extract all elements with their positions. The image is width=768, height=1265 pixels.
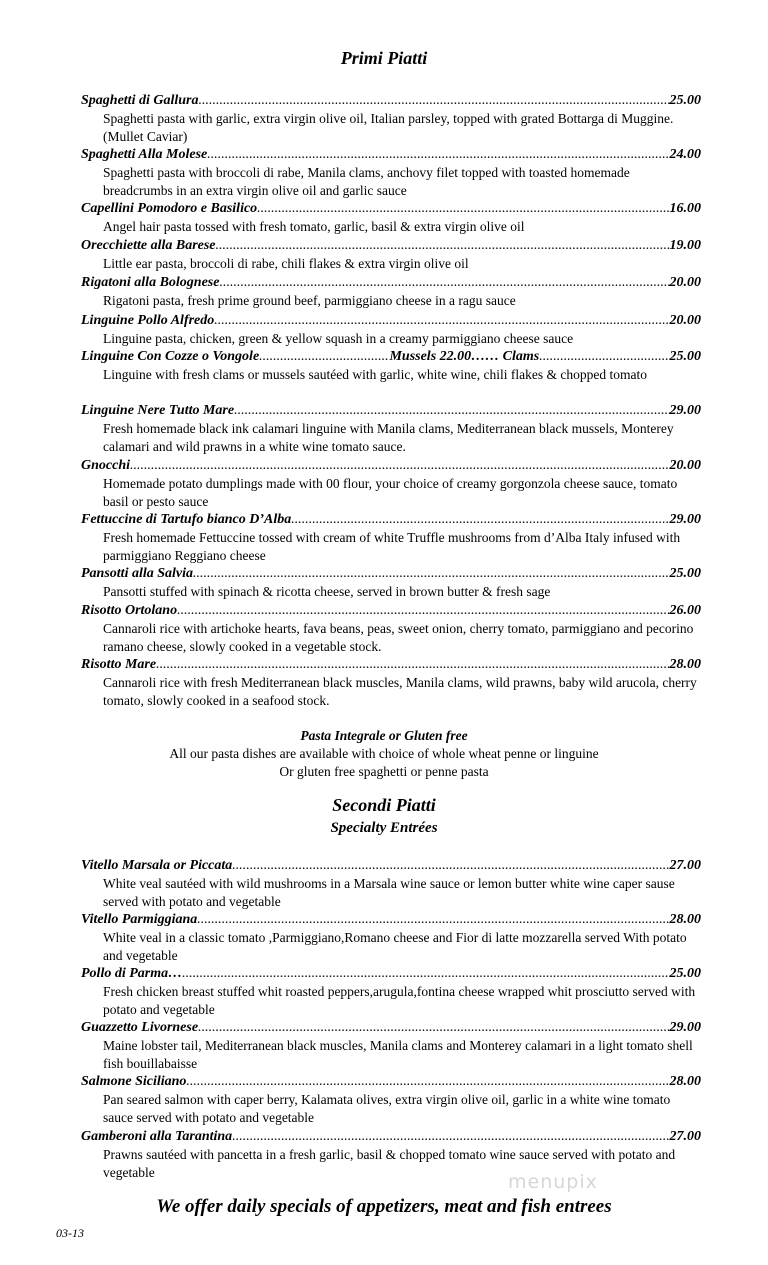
menu-item (81, 199, 701, 236)
item-option-prices: Mussels 22.00…… Clams (389, 349, 540, 364)
item-description: Fresh homemade Fettuccine tossed with cream of white Truffle mushrooms from d’Alba Italy infused with parmiggiano Reggiano cheese (103, 530, 681, 563)
item-price: 25.00 (669, 966, 701, 981)
menu-item (81, 1018, 701, 1072)
item-description: Prawns sautéed with pancetta in a fresh garlic, basil & chopped tomato wine sauce served with potato and vegetable (103, 1147, 676, 1180)
item-price: 28.00 (669, 657, 701, 672)
item-description: Spaghetti pasta with broccoli di rabe, Manila clams, anchovy filet topped with toasted homemade breadcrumbs in an extra virgin olive oil and garlic sauce (103, 165, 630, 198)
pasta-note-line: Or gluten free spaghetti or penne pasta (279, 764, 489, 779)
daily-specials-footer: We offer daily specials of appetizers, meat and fish entrees (156, 1196, 612, 1217)
menu-item (81, 1127, 701, 1181)
menu-item (81, 510, 701, 564)
item-description: Maine lobster tail, Mediterranean black muscles, Manila clams and Monterey calamari in a light tomato shell fish bouillabaisse (103, 1038, 693, 1071)
item-price: 28.00 (669, 1074, 701, 1089)
item-name: Risotto Ortolano (81, 603, 178, 618)
item-description: Linguine with fresh clams or mussels sautéed with garlic, white wine, chili flakes & chopped tomato (103, 367, 647, 382)
item-description: Little ear pasta, broccoli di rabe, chili flakes & extra virgin olive oil (103, 256, 469, 271)
menu-item (81, 964, 701, 1018)
menu-item (81, 91, 701, 145)
item-price: 27.00 (669, 858, 701, 873)
item-price: 28.00 (669, 912, 701, 927)
menu-item (81, 311, 701, 348)
item-name: Guazzetto Livornese (81, 1020, 199, 1035)
menu-item (81, 601, 701, 655)
item-name: Vitello Parmiggiana (81, 912, 198, 927)
item-description: Linguine pasta, chicken, green & yellow squash in a creamy parmiggiano cheese sauce (103, 331, 574, 346)
item-description: White veal in a classic tomato ,Parmiggiano,Romano cheese and Fior di latte mozzarella served With potato and vegetable (103, 930, 687, 963)
item-name: Vitello Marsala or Piccata (81, 858, 233, 873)
item-price: 20.00 (669, 275, 701, 290)
item-description: White veal sautéed with wild mushrooms in a Marsala wine sauce or lemon butter white wine caper sause served with potato and vegetable (103, 876, 675, 909)
item-name: Linguine Con Cozze o Vongole (81, 349, 260, 364)
item-description: Pan seared salmon with caper berry, Kalamata olives, extra virgin olive oil, garlic in a white wine tomato sauce served with potato and vegetable (103, 1092, 671, 1125)
item-price: 29.00 (669, 1020, 701, 1035)
menu-item (81, 236, 701, 273)
item-name: Linguine Nere Tutto Mare (81, 403, 235, 418)
item-name: Pollo di Parma… (81, 966, 183, 981)
pasta-note (0, 727, 768, 781)
menu-item (81, 564, 701, 601)
menu-date-code: 03-13 (56, 1226, 84, 1240)
item-name: Capellini Pomodoro e Basilico (81, 201, 258, 216)
item-price: 20.00 (669, 458, 701, 473)
primi-piatti-heading: Primi Piatti (340, 48, 428, 68)
item-name: Spaghetti Alla Molese (81, 147, 208, 162)
menu-item (81, 145, 701, 199)
specialty-entrees-subheading: Specialty Entrées (330, 820, 438, 836)
secondi-piatti-heading: Secondi Piatti (332, 795, 436, 815)
item-price: 26.00 (669, 603, 701, 618)
item-price: 16.00 (669, 201, 701, 216)
menu-item (81, 273, 701, 310)
item-price: 29.00 (669, 403, 701, 418)
item-description: Rigatoni pasta, fresh prime ground beef, parmiggiano cheese in a ragu sauce (103, 293, 516, 308)
menu-item (81, 347, 701, 384)
menu-item (81, 456, 701, 510)
item-price: 20.00 (669, 313, 701, 328)
item-name: Gamberoni alla Tarantina (81, 1129, 233, 1144)
item-name: Gnocchi (81, 458, 130, 473)
item-description: Fresh homemade black ink calamari linguine with Manila clams, Mediterranean black mussels, Monterey calamari and wild prawns in a white wine tomato sauce. (103, 421, 674, 454)
item-name: Rigatoni alla Bolognese (81, 275, 220, 290)
item-name: Linguine Pollo Alfredo (81, 313, 215, 328)
item-price: 19.00 (669, 238, 701, 253)
item-description: Cannaroli rice with artichoke hearts, fava beans, peas, sweet onion, cherry tomato, parmiggiano and pecorino ramano cheese, slowly cooked in a vegetable stock. (103, 621, 694, 654)
item-price: 24.00 (669, 147, 701, 162)
item-price: 29.00 (669, 512, 701, 527)
item-price: 25.00 (669, 349, 701, 364)
item-price: 25.00 (669, 93, 701, 108)
menupix-watermark: menupix (508, 1171, 598, 1193)
pasta-note-line: All our pasta dishes are available with choice of whole wheat penne or linguine (169, 746, 599, 761)
item-price: 25.00 (669, 566, 701, 581)
item-description: Pansotti stuffed with spinach & ricotta cheese, served in brown butter & fresh sage (103, 584, 551, 599)
item-name: Fettuccine di Tartufo bianco D’Alba (81, 512, 292, 527)
item-name: Salmone Siciliano (81, 1074, 187, 1089)
item-description: Spaghetti pasta with garlic, extra virgin olive oil, Italian parsley, topped with grated Bottarga di Muggine. (Mullet Caviar) (103, 111, 674, 144)
menu-item (81, 910, 701, 964)
menu-item (81, 655, 701, 709)
item-description: Homemade potato dumplings made with 00 flour, your choice of creamy gorgonzola cheese sauce, tomato basil or pesto sauce (103, 476, 678, 509)
pasta-note-title: Pasta Integrale or Gluten free (300, 728, 468, 743)
item-description: Angel hair pasta tossed with fresh tomato, garlic, basil & extra virgin olive oil (103, 219, 525, 234)
item-description: Fresh chicken breast stuffed whit roasted peppers,arugula,fontina cheese wrapped whit prosciutto served with potato and vegetable (103, 984, 696, 1017)
item-description: Cannaroli rice with fresh Mediterranean black muscles, Manila clams, wild prawns, baby wild arucola, cherry tomato, slowly cooked in a seafood stock. (103, 675, 697, 708)
menu-item (81, 401, 701, 455)
menu-item (81, 1072, 701, 1126)
menu-item (81, 856, 701, 910)
item-name: Spaghetti di Gallura (81, 93, 199, 108)
item-price: 27.00 (669, 1129, 701, 1144)
item-name: Risotto Mare (81, 657, 157, 672)
item-name: Orecchiette alla Barese (81, 238, 216, 253)
item-name: Pansotti alla Salvia (81, 566, 194, 581)
